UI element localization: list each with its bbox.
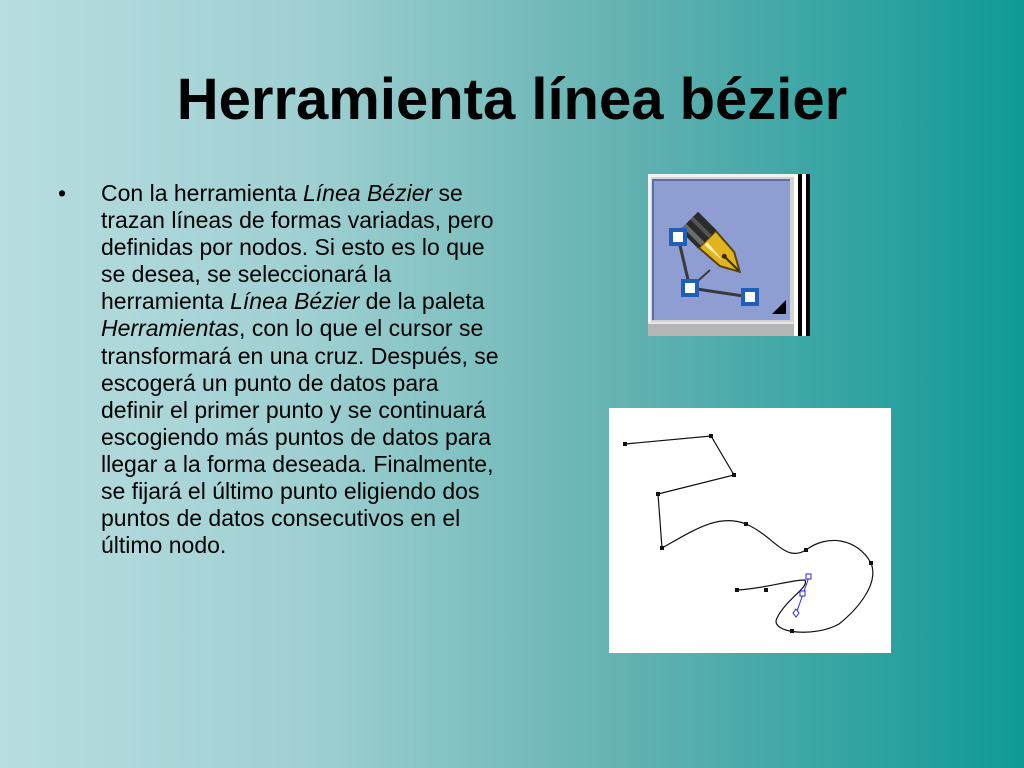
- bullet-text-segment: , con lo que el cursor se transformará en una cruz. Después, se escogerá un punto de datos para definir el primer punto y se continuará escogiendo más puntos de datos para llegar a la forma deseada. Finalmente, se fijará el último punto eligiendo dos puntos de datos consecutivos en el último nodo.: [101, 315, 499, 559]
- bullet-marker: •: [58, 180, 67, 206]
- bullet-text-segment: se trazan líneas de formas variadas, pero definidas por nodos. Si esto es lo que se desea, se seleccionará la herramienta: [101, 180, 494, 315]
- slide-title: Herramienta línea bézier: [176, 67, 848, 132]
- bullet-text-italic: Línea Bézier: [230, 288, 360, 315]
- bezier-pen-tool-icon: [648, 174, 810, 336]
- bullet-text-segment: Con la herramienta: [101, 180, 303, 206]
- bezier-curve-example: [609, 408, 891, 653]
- bullet-text: [101, 180, 501, 559]
- bullet-text-italic: Línea Bézier: [303, 180, 433, 206]
- bullet-text-italic: Herramientas: [101, 315, 240, 342]
- bullet-text-segment: de la paleta: [359, 288, 485, 315]
